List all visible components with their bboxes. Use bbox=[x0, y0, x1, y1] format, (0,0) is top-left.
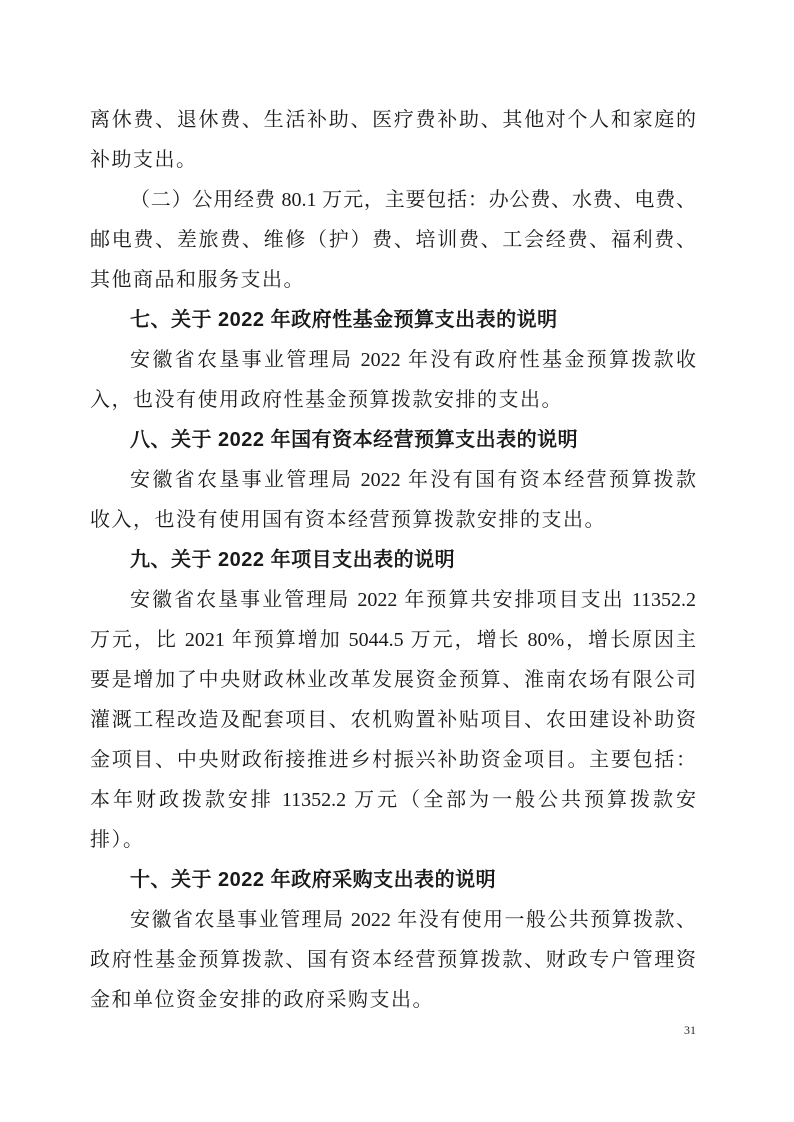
text-line: 灌溉工程改造及配套项目、农机购置补贴项目、农田建设补助资 bbox=[90, 709, 696, 731]
text-line: 要是增加了中央财政林业改革发展资金预算、淮南农场有限公司 bbox=[90, 669, 696, 691]
text-line: 邮电费、差旅费、维修（护）费、培训费、工会经费、福利费、 bbox=[90, 229, 696, 251]
text-line: 八、关于 2022 年国有资本经营预算支出表的说明 bbox=[130, 429, 579, 451]
text-line: 九、关于 2022 年项目支出表的说明 bbox=[130, 549, 456, 571]
text-line: 安徽省农垦事业管理局 2022 年没有使用一般公共预算拨款、 bbox=[130, 909, 696, 931]
text-line: 金项目、中央财政衔接推进乡村振兴补助资金项目。主要包括： bbox=[90, 749, 696, 771]
text-line: 入，也没有使用政府性基金预算拨款安排的支出。 bbox=[90, 389, 563, 411]
text-line: 政府性基金预算拨款、国有资本经营预算拨款、财政专户管理资 bbox=[90, 949, 696, 971]
document-body bbox=[90, 100, 696, 1020]
text-line: 离休费、退休费、生活补助、医疗费补助、其他对个人和家庭的 bbox=[90, 109, 696, 131]
text-line: 金和单位资金安排的政府采购支出。 bbox=[90, 989, 434, 1011]
text-line: 本年财政拨款安排 11352.2 万元（全部为一般公共预算拨款安 bbox=[90, 789, 696, 811]
text-line: 排）。 bbox=[90, 829, 145, 851]
text-line: 万元，比 2021 年预算增加 5044.5 万元，增长 80%，增长原因主 bbox=[90, 629, 696, 651]
text-line: （二）公用经费 80.1 万元，主要包括：办公费、水费、电费、 bbox=[130, 189, 696, 211]
text-line: 安徽省农垦事业管理局 2022 年没有国有资本经营预算拨款 bbox=[130, 469, 696, 491]
text-line: 收入，也没有使用国有资本经营预算拨款安排的支出。 bbox=[90, 509, 606, 531]
text-line: 十、关于 2022 年政府采购支出表的说明 bbox=[130, 869, 497, 891]
text-line: 其他商品和服务支出。 bbox=[90, 269, 305, 291]
text-line: 补助支出。 bbox=[90, 149, 198, 171]
text-line: 安徽省农垦事业管理局 2022 年没有政府性基金预算拨款收 bbox=[130, 349, 696, 371]
page-number: 31 bbox=[684, 1023, 696, 1037]
text-line: 安徽省农垦事业管理局 2022 年预算共安排项目支出 11352.2 bbox=[130, 589, 696, 611]
text-line: 七、关于 2022 年政府性基金预算支出表的说明 bbox=[130, 309, 558, 331]
